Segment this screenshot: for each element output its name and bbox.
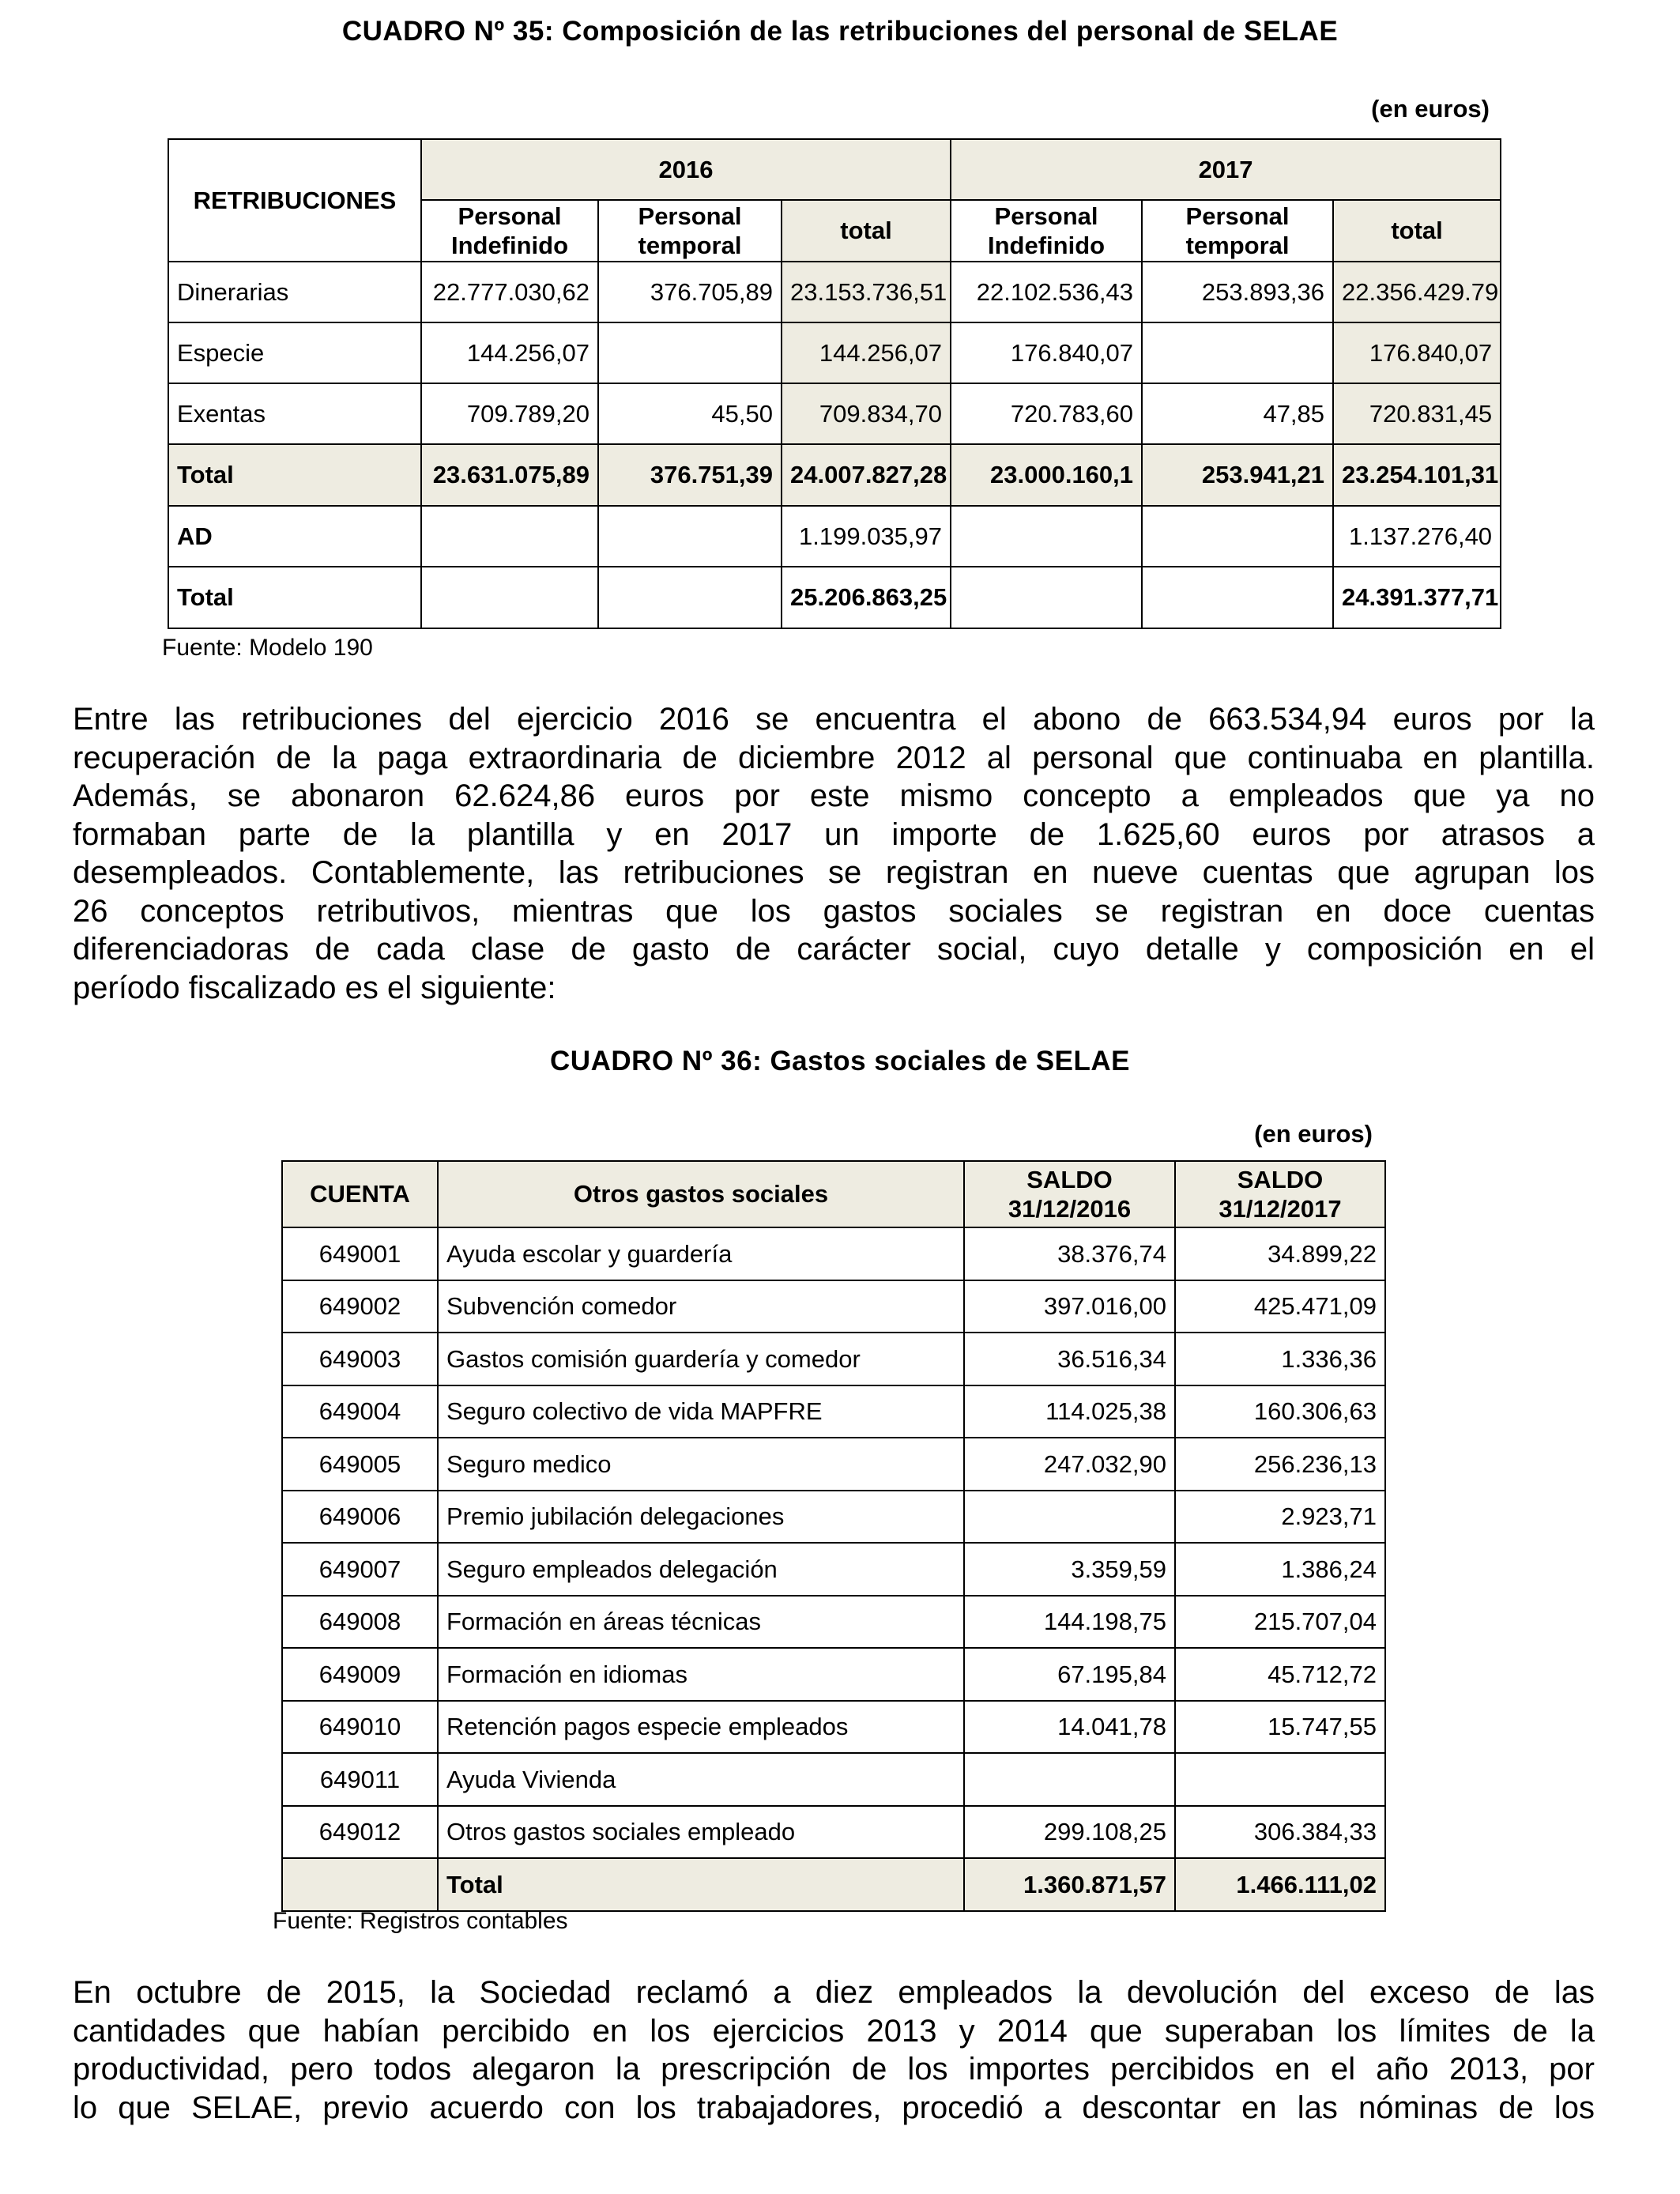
cell	[421, 506, 598, 567]
paragraph-line: lo que SELAE, previo acuerdo con los trabajadores, procedió a descontar en las nóminas de los	[73, 2090, 1595, 2125]
cell: 720.783,60	[951, 383, 1142, 444]
desc-cell: Seguro colectivo de vida MAPFRE	[438, 1385, 964, 1438]
value-cell: 1.360.871,57	[964, 1858, 1175, 1911]
value-cell: 3.359,59	[964, 1543, 1175, 1596]
cell: 22.777.030,62	[421, 262, 598, 322]
desc-cell: Premio jubilación delegaciones	[438, 1491, 964, 1544]
cuenta-cell: 649006	[282, 1491, 438, 1544]
table-row	[282, 1648, 1385, 1701]
cell: 376.705,89	[598, 262, 782, 322]
value-cell: 34.899,22	[1175, 1227, 1385, 1280]
header-personal-indefinido-2017: Personal Indefinido	[951, 200, 1142, 262]
cell: 22.356.429.79	[1333, 262, 1501, 322]
value-cell: 1.336,36	[1175, 1333, 1385, 1385]
table-row-especie	[168, 322, 1501, 383]
header-personal-temporal-2016: Personal temporal	[598, 200, 782, 262]
cell: 24.007.827,28	[782, 444, 951, 506]
paragraph-line: diferenciadoras de cada clase de gasto de carácter social, cuyo detalle y composición en el	[73, 932, 1595, 967]
cell: 23.000.160,1	[951, 444, 1142, 506]
cell: 23.631.075,89	[421, 444, 598, 506]
table-row	[282, 1543, 1385, 1596]
cell: 709.834,70	[782, 383, 951, 444]
table-row	[282, 1806, 1385, 1859]
header-retribuciones: RETRIBUCIONES	[168, 139, 421, 262]
value-cell: 160.306,63	[1175, 1385, 1385, 1438]
paragraph-1	[73, 700, 1595, 1007]
desc-cell: Retención pagos especie empleados	[438, 1701, 964, 1754]
cell: 253.893,36	[1142, 262, 1333, 322]
header-year-2016: 2016	[421, 139, 951, 200]
paragraph-line: recuperación de la paga extraordinaria de diciembre 2012 al personal que continuaba en plantilla.	[73, 740, 1595, 775]
desc-cell: Total	[438, 1858, 964, 1911]
cell: 47,85	[1142, 383, 1333, 444]
table-row-dinerarias	[168, 262, 1501, 322]
row-label: Exentas	[168, 383, 421, 444]
value-cell: 306.384,33	[1175, 1806, 1385, 1859]
table-row-total-general	[168, 567, 1501, 628]
value-cell: 1.386,24	[1175, 1543, 1385, 1596]
cuenta-cell: 649007	[282, 1543, 438, 1596]
cell: 45,50	[598, 383, 782, 444]
header-personal-temporal-2017: Personal temporal	[1142, 200, 1333, 262]
cell: 23.153.736,51	[782, 262, 951, 322]
value-cell: 397.016,00	[964, 1280, 1175, 1333]
header-saldo-2017: SALDO 31/12/2017	[1175, 1161, 1385, 1227]
paragraph-line: Además, se abonaron 62.624,86 euros por este mismo concepto a empleados que ya no	[73, 778, 1595, 813]
value-cell	[964, 1491, 1175, 1544]
paragraph-line: 26 conceptos retributivos, mientras que los gastos sociales se registran en doce cuentas	[73, 893, 1595, 929]
table35-source: Fuente: Modelo 190	[162, 635, 373, 661]
paragraph-line: período fiscalizado es el siguiente:	[73, 970, 556, 1005]
table35-title: CUADRO Nº 35: Composición de las retribuciones del personal de SELAE	[341, 16, 1339, 47]
desc-cell: Formación en áreas técnicas	[438, 1596, 964, 1649]
table-row	[282, 1385, 1385, 1438]
cell: 1.199.035,97	[782, 506, 951, 567]
table-row	[282, 1333, 1385, 1385]
desc-cell: Otros gastos sociales empleado	[438, 1806, 964, 1859]
header-otros-gastos-sociales: Otros gastos sociales	[438, 1161, 964, 1227]
row-label: Especie	[168, 322, 421, 383]
header-total-2017: total	[1333, 200, 1501, 262]
cuenta-cell: 649004	[282, 1385, 438, 1438]
value-cell: 15.747,55	[1175, 1701, 1385, 1754]
paragraph-2	[73, 1973, 1595, 2127]
cuenta-cell: 649009	[282, 1648, 438, 1701]
header-personal-indefinido-2016: Personal Indefinido	[421, 200, 598, 262]
cell: 25.206.863,25	[782, 567, 951, 628]
desc-cell: Ayuda Vivienda	[438, 1753, 964, 1806]
desc-cell: Ayuda escolar y guardería	[438, 1227, 964, 1280]
value-cell: 1.466.111,02	[1175, 1858, 1385, 1911]
table35	[168, 138, 1501, 629]
cuenta-cell: 649011	[282, 1753, 438, 1806]
value-cell: 425.471,09	[1175, 1280, 1385, 1333]
table-row-ad	[168, 506, 1501, 567]
table35-units: (en euros)	[1371, 95, 1490, 123]
desc-cell: Subvención comedor	[438, 1280, 964, 1333]
value-cell: 2.923,71	[1175, 1491, 1385, 1544]
cell: 1.137.276,40	[1333, 506, 1501, 567]
desc-cell: Gastos comisión guardería y comedor	[438, 1333, 964, 1385]
cell	[951, 506, 1142, 567]
cell: 23.254.101,31	[1333, 444, 1501, 506]
cell	[421, 567, 598, 628]
header-year-2017: 2017	[951, 139, 1501, 200]
header-total-2016: total	[782, 200, 951, 262]
value-cell: 67.195,84	[964, 1648, 1175, 1701]
cell: 144.256,07	[782, 322, 951, 383]
value-cell: 256.236,13	[1175, 1438, 1385, 1491]
value-cell	[1175, 1753, 1385, 1806]
table36-units: (en euros)	[1254, 1120, 1373, 1148]
cell	[1142, 567, 1333, 628]
table-row	[282, 1753, 1385, 1806]
cell: 176.840,07	[1333, 322, 1501, 383]
table-row-total	[168, 444, 1501, 506]
cell	[598, 322, 782, 383]
table-row	[282, 1280, 1385, 1333]
value-cell	[964, 1753, 1175, 1806]
cell	[1142, 322, 1333, 383]
cell: 376.751,39	[598, 444, 782, 506]
value-cell: 36.516,34	[964, 1333, 1175, 1385]
cell	[598, 506, 782, 567]
header-saldo-2016: SALDO 31/12/2016	[964, 1161, 1175, 1227]
value-cell: 14.041,78	[964, 1701, 1175, 1754]
cell	[1142, 506, 1333, 567]
table36-title: CUADRO Nº 36: Gastos sociales de SELAE	[550, 1046, 1130, 1076]
desc-cell: Seguro empleados delegación	[438, 1543, 964, 1596]
cuenta-cell: 649010	[282, 1701, 438, 1754]
table-row	[282, 1701, 1385, 1754]
cuenta-cell: 649005	[282, 1438, 438, 1491]
desc-cell: Seguro medico	[438, 1438, 964, 1491]
value-cell: 45.712,72	[1175, 1648, 1385, 1701]
table-row	[282, 1491, 1385, 1544]
paragraph-line: En octubre de 2015, la Sociedad reclamó a diez empleados la devolución del exceso de las	[73, 1975, 1595, 2010]
value-cell: 144.198,75	[964, 1596, 1175, 1649]
cell	[951, 567, 1142, 628]
table-row	[282, 1596, 1385, 1649]
table-row-total	[282, 1858, 1385, 1911]
desc-cell: Formación en idiomas	[438, 1648, 964, 1701]
cell: 720.831,45	[1333, 383, 1501, 444]
cell	[598, 567, 782, 628]
header-cuenta: CUENTA	[282, 1161, 438, 1227]
cuenta-cell: 649001	[282, 1227, 438, 1280]
cuenta-cell: 649002	[282, 1280, 438, 1333]
table36-source: Fuente: Registros contables	[273, 1908, 568, 1934]
cuenta-cell: 649008	[282, 1596, 438, 1649]
cuenta-cell: 649012	[282, 1806, 438, 1859]
row-label: Dinerarias	[168, 262, 421, 322]
table36	[281, 1160, 1386, 1912]
cuenta-cell: 649003	[282, 1333, 438, 1385]
table-row-exentas	[168, 383, 1501, 444]
row-label: AD	[168, 506, 421, 567]
paragraph-line: productividad, pero todos alegaron la prescripción de los importes percibidos en el año 2013, por	[73, 2052, 1595, 2087]
cell: 24.391.377,71	[1333, 567, 1501, 628]
cell: 253.941,21	[1142, 444, 1333, 506]
cell: 144.256,07	[421, 322, 598, 383]
cell: 22.102.536,43	[951, 262, 1142, 322]
value-cell: 299.108,25	[964, 1806, 1175, 1859]
value-cell: 247.032,90	[964, 1438, 1175, 1491]
paragraph-line: cantidades que habían percibido en los ejercicios 2013 y 2014 que superaban los límites de la	[73, 2013, 1595, 2049]
value-cell: 38.376,74	[964, 1227, 1175, 1280]
paragraph-line: Entre las retribuciones del ejercicio 2016 se encuentra el abono de 663.534,94 euros por la	[73, 702, 1595, 737]
row-label: Total	[168, 567, 421, 628]
value-cell: 215.707,04	[1175, 1596, 1385, 1649]
table-row	[282, 1227, 1385, 1280]
cell: 709.789,20	[421, 383, 598, 444]
table-row	[282, 1438, 1385, 1491]
row-label: Total	[168, 444, 421, 506]
paragraph-line: desempleados. Contablemente, las retribuciones se registran en nueve cuentas que agrupan los	[73, 855, 1595, 890]
paragraph-line: formaban parte de la plantilla y en 2017 un importe de 1.625,60 euros por atrasos a	[73, 816, 1595, 852]
cell: 176.840,07	[951, 322, 1142, 383]
cuenta-cell	[282, 1858, 438, 1911]
value-cell: 114.025,38	[964, 1385, 1175, 1438]
